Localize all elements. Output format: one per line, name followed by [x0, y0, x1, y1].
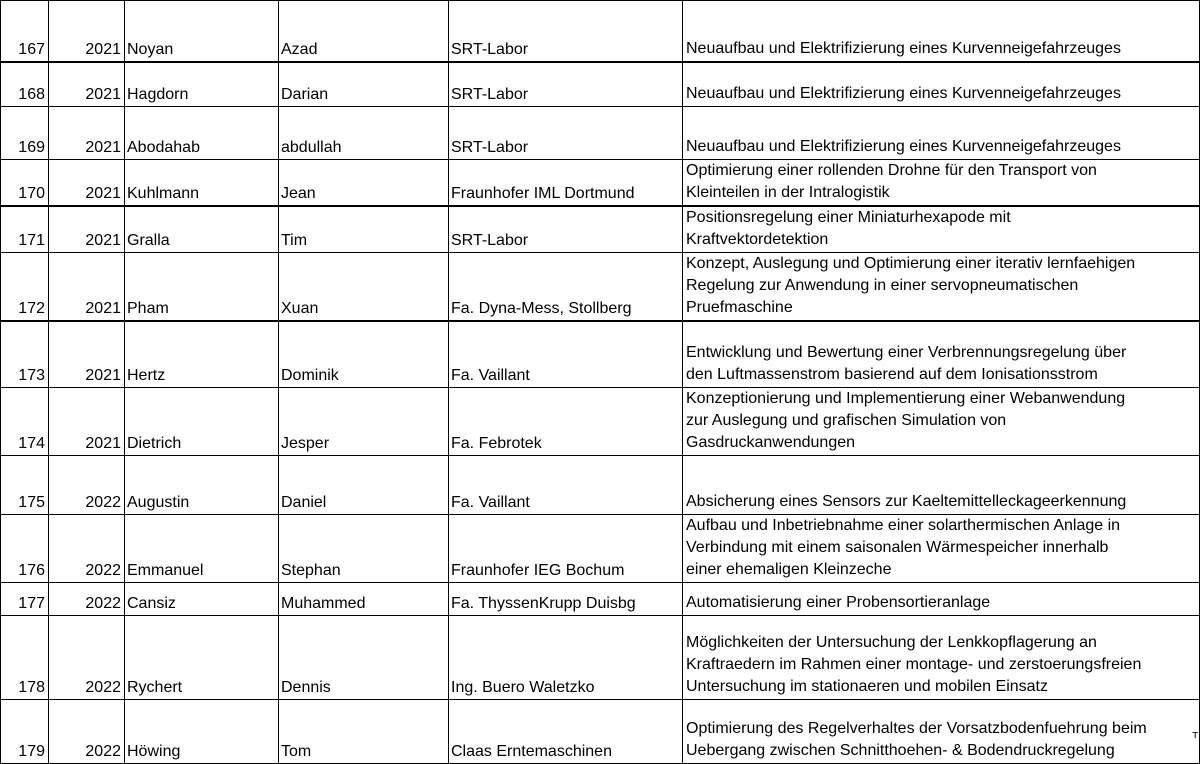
topic-line: den Luftmassenstrom basierend auf dem Ionisationsstrom: [686, 365, 1098, 383]
topic-line: Neuaufbau und Elektrifizierung eines Kurvenneigefahrzeuges: [686, 138, 1121, 155]
cell-last-name: Hertz: [125, 321, 279, 387]
cell-first-name: Jesper: [279, 387, 449, 455]
cell-first-name: Daniel: [279, 455, 449, 514]
cell-year: 2022: [49, 514, 125, 582]
cell-nr: 177: [1, 582, 49, 615]
table-row: [1, 62, 1200, 107]
cell-nr: 174: [1, 387, 49, 455]
table-row: [1, 387, 1200, 455]
cell-year: 2022: [49, 615, 125, 699]
cell-last-name: Augustin: [125, 455, 279, 514]
table-row: [1, 160, 1200, 207]
topic-line: Entwicklung und Bewertung einer Verbrennungsregelung über: [686, 343, 1127, 361]
cell-year: 2021: [49, 321, 125, 387]
topic-line: Kraftraedern im Rahmen einer montage- und zerstoerungsfreien: [686, 655, 1142, 673]
topic-line: Neuaufbau und Elektrifizierung eines Kurvenneigefahrzeuges: [686, 39, 1121, 57]
topic-line: Untersuchung im stationaeren und mobilen Einsatz: [686, 677, 1048, 695]
cell-company: Fa. Vaillant: [449, 321, 683, 387]
cell-year: 2022: [49, 455, 125, 514]
cell-year: 2021: [49, 1, 125, 62]
cell-first-name: abdullah: [279, 107, 449, 160]
topic-line: Uebergang zwischen Schnitthoehen- & Bodendruckregelung: [686, 741, 1115, 759]
cell-company: Fraunhofer IEG Bochum: [449, 514, 683, 582]
topic-line: Regelung zur Anwendung in einer servopneumatischen: [686, 277, 1079, 294]
cell-company: SRT-Labor: [449, 62, 683, 107]
table-row: [1, 1, 1200, 62]
cell-topic: [683, 582, 1200, 615]
topic-line: Pruefmaschine: [686, 299, 793, 316]
topic-line: Gasdruckanwendungen: [686, 433, 856, 451]
cell-last-name: Hagdorn: [125, 62, 279, 107]
cell-topic: [683, 514, 1200, 582]
topic-line: Verbindung mit einem saisonalen Wärmespeicher innerhalb: [686, 538, 1109, 556]
cell-nr: 168: [1, 62, 49, 107]
topic-line: einer ehemaligen Kleinzeche: [686, 560, 892, 578]
cell-first-name: Tom: [279, 699, 449, 763]
cell-topic: [683, 62, 1200, 107]
table-row: [1, 253, 1200, 322]
cell-company: Fraunhofer IML Dortmund: [449, 160, 683, 207]
cell-nr: 173: [1, 321, 49, 387]
cell-last-name: Dietrich: [125, 387, 279, 455]
cell-year: 2021: [49, 160, 125, 207]
cell-nr: 176: [1, 514, 49, 582]
cell-company: Fa. Dyna-Mess, Stollberg: [449, 253, 683, 322]
cell-nr: 171: [1, 206, 49, 253]
topic-line: Kraftvektordetektion: [686, 231, 829, 248]
table-row: [1, 321, 1200, 387]
cell-year: 2021: [49, 253, 125, 322]
cell-topic: [683, 253, 1200, 322]
table-row: [1, 107, 1200, 160]
cell-year: 2022: [49, 699, 125, 763]
cell-nr: 170: [1, 160, 49, 207]
topic-line: Optimierung des Regelverhaltes der Vorsatzbodenfuehrung beim: [686, 719, 1147, 737]
cell-nr: 167: [1, 1, 49, 62]
topic-line: Konzept, Auslegung und Optimierung einer iterativ lernfaehigen: [686, 255, 1136, 272]
cell-company: SRT-Labor: [449, 206, 683, 253]
cell-last-name: Kuhlmann: [125, 160, 279, 207]
cell-nr: 175: [1, 455, 49, 514]
cell-last-name: Abodahab: [125, 107, 279, 160]
cell-first-name: Stephan: [279, 514, 449, 582]
topic-line: Absicherung eines Sensors zur Kaeltemittelleckageerkennung: [686, 492, 1127, 510]
table-row: [1, 582, 1200, 615]
topic-line: Aufbau und Inbetriebnahme einer solarthermischen Anlage in: [686, 516, 1121, 534]
topic-line: Möglichkeiten der Untersuchung der Lenkkopflagerung an: [686, 633, 1097, 651]
table-row: [1, 615, 1200, 699]
cell-year: 2021: [49, 62, 125, 107]
cell-topic: [683, 321, 1200, 387]
topic-line: zur Auslegung und grafischen Simulation von: [686, 411, 1007, 429]
cell-company: Fa. Vaillant: [449, 455, 683, 514]
cell-company: Ing. Buero Waletzko: [449, 615, 683, 699]
cell-first-name: Muhammed: [279, 582, 449, 615]
table-row: [1, 455, 1200, 514]
cell-nr: 179: [1, 699, 49, 763]
cell-year: 2021: [49, 387, 125, 455]
cell-last-name: Emmanuel: [125, 514, 279, 582]
cell-year: 2022: [49, 582, 125, 615]
cell-first-name: Tim: [279, 206, 449, 253]
topic-line: Neuaufbau und Elektrifizierung eines Kurvenneigefahrzeuges: [686, 85, 1121, 102]
thesis-table-body: [1, 1, 1200, 764]
cell-last-name: Gralla: [125, 206, 279, 253]
cell-last-name: Rychert: [125, 615, 279, 699]
table-row: [1, 699, 1200, 763]
cell-year: 2021: [49, 206, 125, 253]
topic-line: Automatisierung einer Probensortieranlage: [686, 593, 991, 611]
cell-first-name: Jean: [279, 160, 449, 207]
table-row: [1, 514, 1200, 582]
cell-nr: 178: [1, 615, 49, 699]
cell-first-name: Darian: [279, 62, 449, 107]
cell-topic: [683, 387, 1200, 455]
cell-topic: [683, 699, 1200, 763]
topic-line: Konzeptionierung und Implementierung einer Webanwendung: [686, 389, 1126, 407]
cell-last-name: Noyan: [125, 1, 279, 62]
cell-company: Fa. ThyssenKrupp Duisbg: [449, 582, 683, 615]
cell-first-name: Dominik: [279, 321, 449, 387]
cell-last-name: Cansiz: [125, 582, 279, 615]
cell-topic: [683, 455, 1200, 514]
cell-first-name: Azad: [279, 1, 449, 62]
cell-last-name: Höwing: [125, 699, 279, 763]
cell-company: Fa. Febrotek: [449, 387, 683, 455]
table-row: [1, 206, 1200, 253]
topic-line: Kleinteilen in der Intralogistik: [686, 184, 890, 201]
cell-nr: 172: [1, 253, 49, 322]
topic-line: Optimierung einer rollenden Drohne für den Transport von: [686, 162, 1097, 179]
cell-company: SRT-Labor: [449, 107, 683, 160]
cell-topic: [683, 615, 1200, 699]
cell-year: 2021: [49, 107, 125, 160]
cell-company: SRT-Labor: [449, 1, 683, 62]
cell-first-name: Xuan: [279, 253, 449, 322]
cell-topic: [683, 160, 1200, 207]
topic-line: Positionsregelung einer Miniaturhexapode mit: [686, 209, 1011, 226]
cell-topic: [683, 1, 1200, 62]
cell-topic: [683, 206, 1200, 253]
cell-company: Claas Erntemaschinen: [449, 699, 683, 763]
cell-first-name: Dennis: [279, 615, 449, 699]
cell-topic: [683, 107, 1200, 160]
cell-nr: 169: [1, 107, 49, 160]
corner-mark: т: [1192, 728, 1199, 741]
cell-last-name: Pham: [125, 253, 279, 322]
